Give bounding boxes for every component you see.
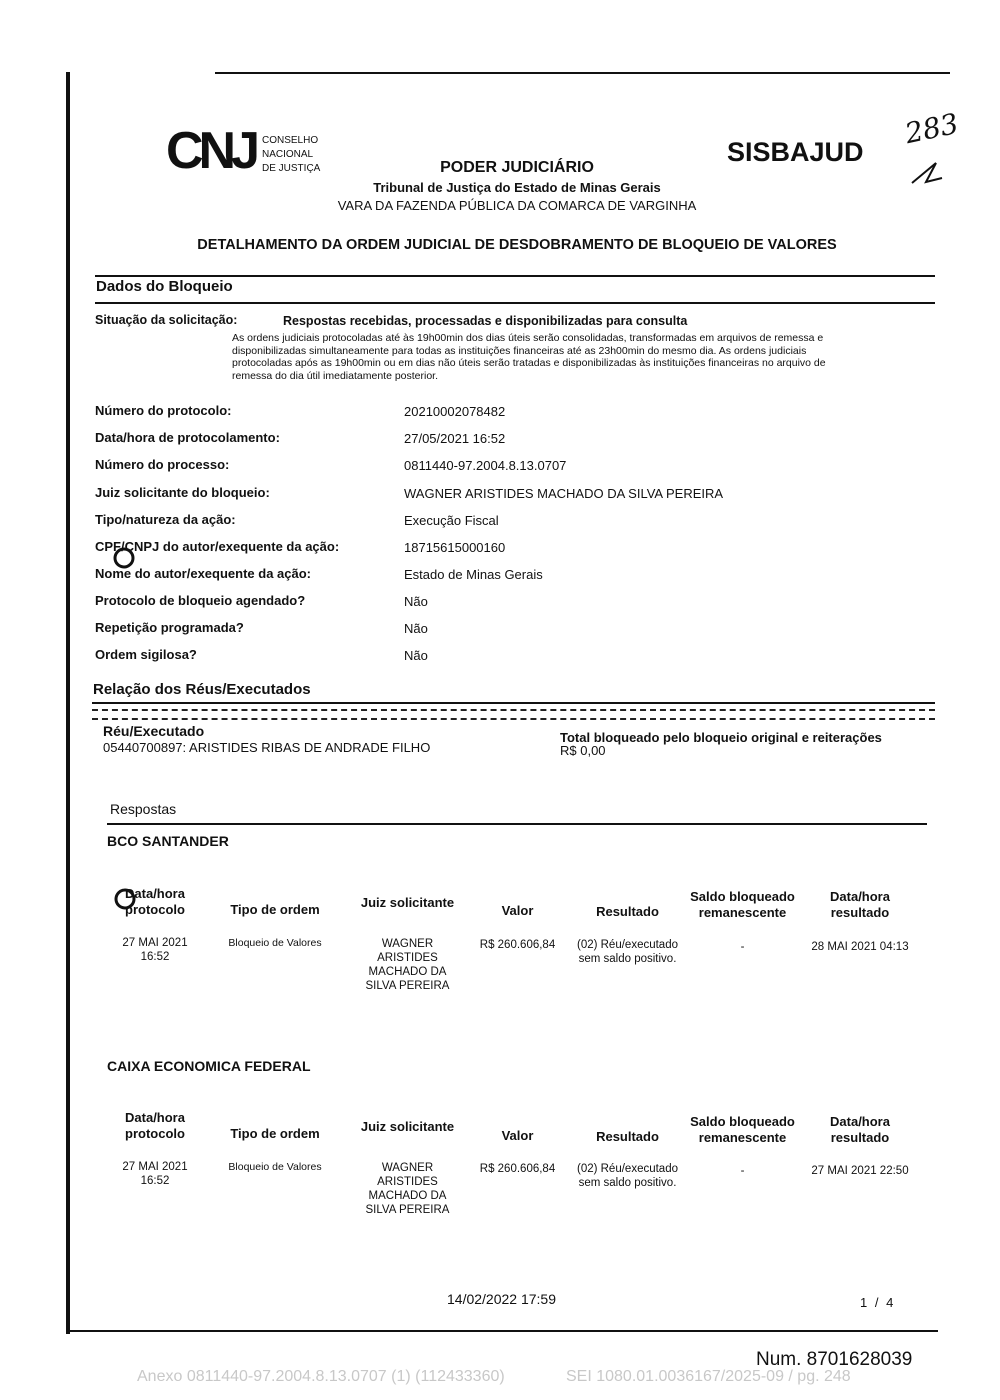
td-saldo: -: [740, 1165, 745, 1177]
handwritten-page-number: 283: [902, 106, 962, 151]
td-line: 16:52: [140, 1175, 170, 1187]
section-title-dados: Dados do Bloqueio: [96, 278, 233, 295]
td-line: 16:52: [140, 951, 170, 963]
field-value-protocolo: 20210002078482: [404, 404, 506, 419]
respostas-divider: [107, 823, 927, 825]
field-value-tipo-acao: Execução Fiscal: [404, 513, 499, 528]
document-number: Num. 8701628039: [756, 1349, 913, 1370]
td-line: WAGNER: [381, 938, 434, 950]
cnj-logo-line2: NACIONAL: [262, 149, 314, 160]
th-resultado: Resultado: [596, 904, 659, 919]
th-line: resultado: [830, 905, 890, 920]
section-title-reus: Relação dos Réus/Executados: [93, 681, 311, 698]
td-protocolo: [110, 1160, 200, 1188]
th-line: Data/hora: [830, 1114, 890, 1129]
top-scan-border: [215, 72, 950, 74]
total-value: R$ 0,00: [560, 743, 606, 758]
field-label-juiz: Juiz solicitante do bloqueio:: [95, 485, 270, 500]
td-line: MACHADO DA: [368, 966, 447, 978]
field-label-agendado: Protocolo de bloqueio agendado?: [95, 593, 306, 608]
td-line: (02) Réu/executado: [576, 1163, 678, 1175]
punch-hole-mark: [110, 544, 140, 574]
punch-hole-mark: [113, 884, 137, 914]
field-value-juiz: WAGNER ARISTIDES MACHADO DA SILVA PEREIRA: [404, 486, 724, 501]
system-title: SISBAJUD: [727, 137, 864, 167]
field-value-agendado: Não: [404, 594, 428, 609]
th-line: Data/hora: [830, 889, 890, 904]
field-label-repeticao: Repetição programada?: [95, 620, 244, 635]
field-label-data-protocolamento: Data/hora de protocolamento:: [95, 430, 280, 445]
cnj-logo-mark: CNJ: [166, 122, 256, 180]
cnj-logo-line3: DE JUSTIÇA: [262, 163, 321, 174]
situacao-label: Situação da solicitação:: [95, 313, 238, 327]
situacao-value: Respostas recebidas, processadas e disponibilizadas para consulta: [283, 314, 688, 328]
td-valor: R$ 260.606,84: [479, 1163, 556, 1175]
td-line: ARISTIDES: [377, 952, 438, 964]
reus-dashed-top: [92, 709, 935, 711]
td-line: WAGNER: [381, 1162, 434, 1174]
td-protocolo: [110, 936, 200, 964]
col-reu-header: Réu/Executado: [103, 723, 205, 739]
bank-name: CAIXA ECONOMICA FEDERAL: [107, 1058, 311, 1074]
bank-name: BCO SANTANDER: [107, 833, 229, 849]
th-data-protocolo: [110, 1110, 200, 1142]
field-label-protocolo: Número do protocolo:: [95, 403, 232, 418]
th-saldo: [680, 889, 805, 921]
reus-divider: [92, 702, 935, 704]
th-line: protocolo: [125, 902, 185, 917]
th-juiz: Juiz solicitante: [360, 1119, 455, 1134]
th-valor: Valor: [501, 1128, 534, 1143]
th-juiz: Juiz solicitante: [360, 895, 455, 910]
section-divider-top: [95, 275, 935, 277]
td-juiz: [345, 1161, 470, 1217]
td-line: 27 MAI 2021: [122, 1161, 188, 1173]
th-saldo: [680, 1114, 805, 1146]
left-scan-border: [66, 72, 70, 1334]
field-value-cpf-cnpj: 18715615000160: [404, 540, 506, 555]
reu-value: 05440700897: ARISTIDES RIBAS DE ANDRADE FILHO: [103, 740, 431, 755]
th-data-resultado: [805, 1114, 915, 1146]
td-line: SILVA PEREIRA: [365, 1204, 450, 1216]
th-line: Saldo bloqueado: [690, 889, 795, 904]
td-line: (02) Réu/executado: [576, 939, 678, 951]
field-label-cpf-cnpj: CPF/CNPJ do autor/exequente da ação:: [95, 539, 340, 554]
th-line: Data/hora: [125, 1110, 185, 1125]
field-value-repeticao: Não: [404, 621, 428, 636]
field-value-data-protocolamento: 27/05/2021 16:52: [404, 431, 506, 446]
respostas-title: Respostas: [110, 801, 177, 817]
th-resultado: Resultado: [596, 1129, 659, 1144]
td-line: MACHADO DA: [368, 1190, 447, 1202]
field-label-processo: Número do processo:: [95, 457, 230, 472]
field-label-sigilosa: Ordem sigilosa?: [95, 647, 197, 662]
th-valor: Valor: [501, 903, 534, 918]
td-saldo: -: [740, 941, 745, 953]
field-value-processo: 0811440-97.2004.8.13.0707: [404, 458, 567, 473]
td-line: 27 MAI 2021: [122, 937, 188, 949]
td-line: SILVA PEREIRA: [365, 980, 450, 992]
td-resultado: [570, 938, 685, 966]
printed-timestamp: 14/02/2022 17:59: [447, 1291, 556, 1307]
document-title: DETALHAMENTO DA ORDEM JUDICIAL DE DESDOBRAMENTO DE BLOQUEIO DE VALORES: [197, 237, 837, 253]
th-line: Data/hora: [125, 886, 185, 901]
vara-name: VARA DA FAZENDA PÚBLICA DA COMARCA DE VARGINHA: [337, 198, 697, 213]
th-line: remanescente: [698, 905, 787, 920]
td-resultado: [570, 1162, 685, 1190]
note-line: disponibilizadas simultaneamente para todas as instituições financeiras até as 23h00min do mesmo dia. As ordens judiciais: [232, 344, 807, 357]
field-value-sigilosa: Não: [404, 648, 428, 663]
watermark-sei: SEI 1080.01.0036167/2025-09 / pg. 248: [566, 1368, 851, 1385]
note-line: protocoladas após as 19h00min ou em dias não úteis serão tratadas e disponibilizadas às instituições financeiras no arquivo de: [232, 357, 826, 369]
field-label-tipo-acao: Tipo/natureza da ação:: [95, 512, 236, 527]
th-line: protocolo: [125, 1126, 185, 1141]
page-indicator: 1 / 4: [860, 1295, 894, 1310]
note-line: As ordens judiciais protocoladas até às 19h00min dos dias úteis serão consolidadas, transformadas em arquivos de remessa e: [232, 332, 824, 344]
th-line: remanescente: [698, 1130, 787, 1145]
td-data-resultado: 27 MAI 2021 22:50: [811, 1165, 909, 1177]
bottom-scan-border: [66, 1330, 938, 1332]
field-label-nome-autor: Nome do autor/exequente da ação:: [95, 566, 311, 581]
tribunal-name: Tribunal de Justiça do Estado de Minas Gerais: [373, 180, 661, 195]
th-line: resultado: [830, 1130, 890, 1145]
td-data-resultado: 28 MAI 2021 04:13: [811, 941, 909, 953]
td-tipo: Bloqueio de Valores: [228, 937, 322, 949]
col-total-header: Total bloqueado pelo bloqueio original e reiterações: [560, 730, 882, 745]
poder-judiciario: PODER JUDICIÁRIO: [440, 159, 594, 176]
td-line: ARISTIDES: [377, 1176, 438, 1188]
processing-note: [232, 332, 936, 382]
cnj-logo-line1: CONSELHO: [262, 135, 319, 146]
td-juiz: [345, 937, 470, 993]
td-line: sem saldo positivo.: [578, 953, 677, 965]
td-valor: R$ 260.606,84: [479, 939, 556, 951]
td-tipo: Bloqueio de Valores: [228, 1161, 322, 1173]
field-value-nome-autor: Estado de Minas Gerais: [404, 567, 543, 582]
th-line: Saldo bloqueado: [690, 1114, 795, 1129]
note-line: remessa do dia útil imediatamente posterior.: [232, 369, 439, 382]
th-tipo-ordem: Tipo de ordem: [230, 1126, 320, 1141]
td-line: sem saldo positivo.: [578, 1177, 677, 1189]
watermark-annex: Anexo 0811440-97.2004.8.13.0707 (1) (112433360): [137, 1368, 505, 1385]
th-tipo-ordem: Tipo de ordem: [230, 902, 320, 917]
section-divider-bottom: [95, 302, 935, 304]
th-data-resultado: [805, 889, 915, 921]
reus-dashed-bottom: [92, 718, 935, 720]
